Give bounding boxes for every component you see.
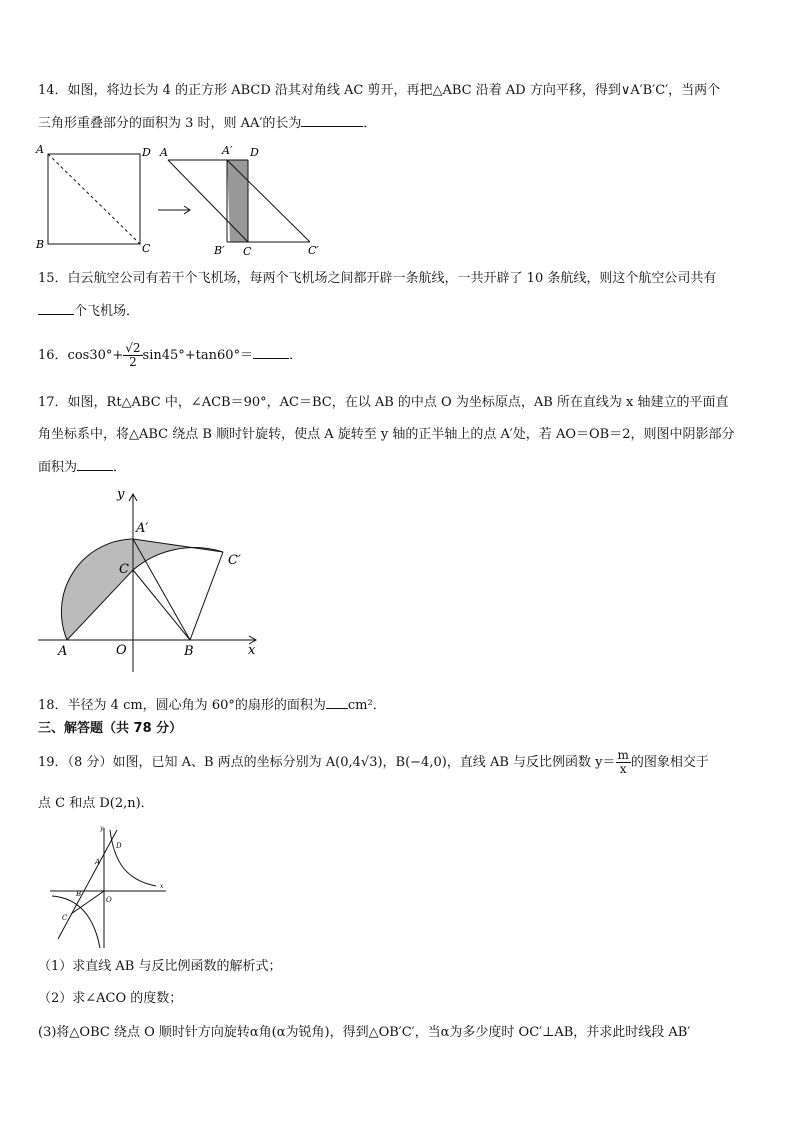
q15-line2-text: 个飞机场．	[74, 304, 140, 319]
q17-line3	[38, 458, 126, 477]
q15-line2	[38, 302, 139, 321]
q19-part3: (3)将△OBC 绕点 O 顺时针方向旋转α角(α为锐角)，得到△OB′C′，当α为多少度时 OC′⊥AB，并求此时线段 AB′	[38, 1025, 691, 1040]
q19-hyperbola-right	[110, 830, 156, 886]
q16-line	[38, 338, 302, 374]
q17-line2: 角坐标系中，将△ABC 绕点 B 顺时针旋转，使点 A 旋转至 y 轴的正半轴上的点 A′处，若 AO＝OB＝2，则图中阴影部分	[38, 427, 735, 442]
q17-c-prime-b	[190, 552, 223, 640]
q16-suffix: sin45°+tan60°＝	[142, 348, 254, 363]
q19-label-y: y	[100, 825, 104, 832]
q19-line1b: 的图象相交于	[630, 755, 709, 770]
q14-label-B-prime: B′	[214, 244, 225, 257]
q17-line1: 17．如图，Rt△ABC 中，∠ACB＝90°，AC＝BC，在以 AB 的中点 O 为坐标原点，AB 所在直线为 x 轴建立的平面直	[38, 395, 729, 410]
q17-label-x: x	[248, 643, 256, 658]
q14-line1: 14．如图，将边长为 4 的正方形 ABCD 沿其对角线 AC 剪开，再把△ABC 沿着 AD 方向平移，得到∨A′B′C′，当两个	[38, 83, 721, 98]
q17-label-B: B	[184, 644, 194, 659]
q15-line1: 15．白云航空公司有若干个飞机场，每两个飞机场之间都开辟一条航线，一共开辟了 10 条航线，则这个航空公司共有	[38, 271, 717, 286]
q19-frac-den: x	[619, 762, 627, 776]
q18-tail: cm²．	[347, 698, 386, 713]
q19-hyperbola-left	[52, 896, 100, 948]
section3-title: 三、解答题（共 78 分）	[38, 721, 183, 736]
q17-figure	[30, 484, 270, 674]
q18-text: 18．半径为 4 cm，圆心角为 60°的扇形的面积为	[38, 698, 326, 713]
q18-line	[38, 696, 386, 715]
q19-fraction	[616, 749, 631, 776]
q19-label-C: C	[62, 914, 68, 922]
q19-label-O: O	[106, 896, 112, 904]
q17-label-O: O	[116, 643, 127, 658]
q17-line3-text: 面积为	[38, 460, 78, 475]
q16-frac-num: √2	[125, 341, 141, 355]
q16-answer-blank	[253, 346, 289, 359]
q19-part1: （1）求直线 AB 与反比例函数的解析式；	[38, 959, 282, 974]
q16-tail: ．	[289, 348, 303, 363]
q14-answer-blank	[301, 114, 363, 127]
q14-label-D2: D	[250, 146, 259, 159]
q17-label-C-prime: C′	[228, 553, 241, 568]
q19-label-x: x	[160, 883, 164, 890]
q14-label-D: D	[142, 146, 151, 159]
q17-a-prime-b	[133, 539, 190, 640]
q16-fraction	[123, 342, 142, 369]
q14-figure	[30, 140, 330, 260]
q14-line2	[38, 114, 376, 133]
q14-line2-text: 三角形重叠部分的面积为 3 时，则 AA′的长为	[38, 116, 302, 131]
q16-frac-den: 2	[129, 355, 137, 369]
q17-cb	[133, 570, 190, 640]
q14-label-C-prime: C′	[308, 244, 319, 257]
q16-prefix: 16．cos30°+	[38, 348, 124, 363]
q17-label-A: A	[58, 644, 68, 659]
q19-line1a: 19．（8 分）如图，已知 A、B 两点的坐标分别为 A(0,4√3)，B(−4,0)，直线 AB 与反比例函数 y＝	[38, 755, 616, 770]
q14-label-A2: A	[160, 146, 168, 159]
q14-label-A: A	[36, 143, 44, 156]
q19-figure	[44, 824, 174, 950]
q19-part2: （2）求∠ACO 的度数；	[38, 991, 183, 1006]
q14-overlap-shade	[227, 160, 248, 242]
q14-label-C2: C	[243, 245, 252, 258]
q19-label-A: A	[95, 858, 101, 866]
q14-label-B: B	[36, 238, 45, 251]
q15-answer-blank	[38, 302, 74, 315]
q19-line2: 点 C 和点 D(2,n)．	[38, 796, 154, 811]
q19-line1	[38, 748, 709, 778]
q19-frac-num: m	[617, 748, 629, 762]
q19-label-B: B	[76, 890, 82, 898]
q19-line-ab	[58, 830, 117, 939]
q17-answer-blank	[77, 458, 113, 471]
q14-tail: ．	[363, 116, 377, 131]
q19-label-D: D	[116, 842, 122, 850]
q14-label-A-prime: A′	[222, 144, 233, 157]
q14-diagonal	[48, 154, 140, 244]
q14-label-C: C	[142, 242, 151, 255]
q17-label-C: C	[119, 562, 129, 577]
q17-tail: ．	[113, 460, 127, 475]
q17-label-A-prime: A′	[136, 521, 149, 536]
q17-label-y: y	[117, 487, 125, 502]
q17-shade	[61, 539, 223, 640]
q18-answer-blank	[326, 696, 348, 709]
